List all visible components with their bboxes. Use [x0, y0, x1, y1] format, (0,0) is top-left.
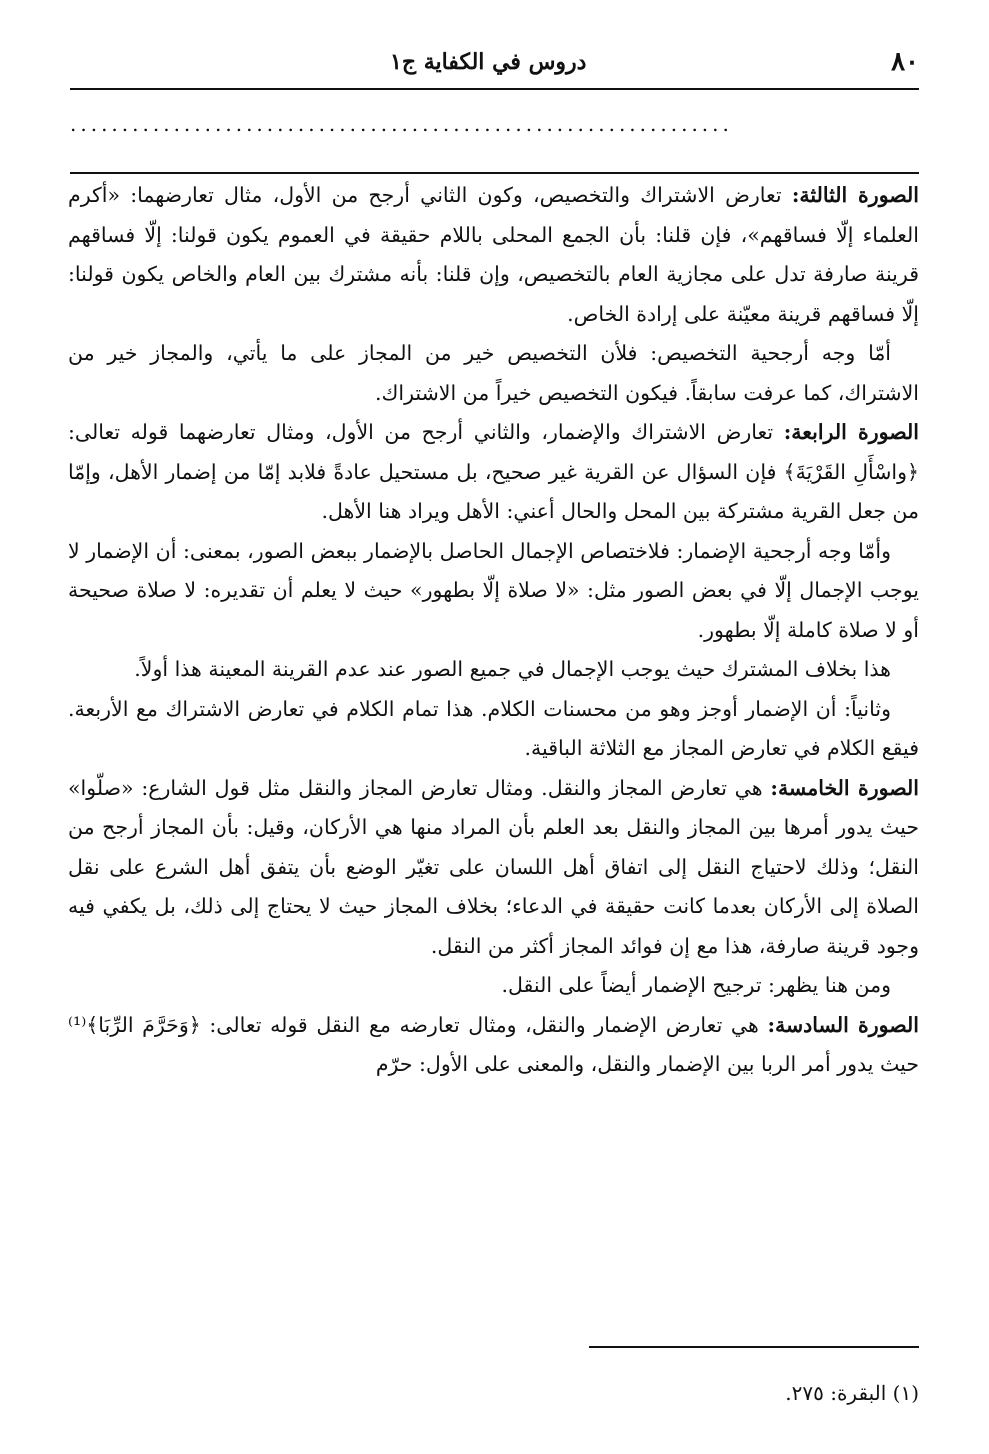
- paragraph-text: وأمّا وجه أرجحية الإضمار: فلاختصاص الإجمال الحاصل بالإضمار ببعض الصور، بمعنى: أن الإضمار لا يوجب الإجمال إلّا في بعض الصور مثل: «لا صلاة إلّا بطهور» حيث لا يعلم أن تقديره: لا صلاة صحيحة أو لا صلاة كاملة إلّا بطهور.: [68, 538, 919, 642]
- paragraph-text: تعارض الاشتراك والتخصيص، وكون الثاني أرجح من الأول، مثال تعارضهما: «أكرم العلماء إلّا فساقهم»، فإن قلنا: بأن الجمع المحلى باللام حقيقة في العموم يكون قولنا: إلّا فساقهم قرينة صارفة تدل على مجازية العام بالتخصيص، وإن قلنا: بأنه مشترك بين العام والخاص يكون قولنا: إلّا فساقهم قرينة معيّنة على إرادة الخاص.: [68, 183, 919, 326]
- footnote-rule: [589, 1346, 919, 1348]
- main-text: [68, 176, 919, 1348]
- header-rule: [70, 88, 919, 90]
- paragraph-text: هي تعارض الإضمار والنقل، ومثال تعارضه مع النقل قوله تعالى: ﴿وَحَرَّمَ الرِّبَا﴾⁽¹⁾ حيث يدور أمر الربا بين الإضمار والنقل، والمعنى على الأول: حرّم: [68, 1012, 919, 1076]
- section-heading: الصورة الخامسة:: [770, 775, 919, 800]
- paragraph-6: [68, 1006, 919, 1085]
- paragraph: [68, 334, 919, 413]
- section-heading: الصورة السادسة:: [767, 1012, 919, 1037]
- section-heading: الصورة الثالثة:: [791, 183, 919, 207]
- paragraph-3: [68, 176, 919, 334]
- paragraph-5: [68, 769, 919, 967]
- paragraph-text: وثانياً: أن الإضمار أوجز وهو من محسنات الكلام. هذا تمام الكلام في تعارض الاشتراك مع الأربعة. فيقع الكلام في تعارض المجاز مع الثلاثة الباقية.: [68, 696, 919, 760]
- paragraph-4: [68, 413, 919, 532]
- paragraph: [68, 650, 919, 690]
- paragraph-text: تعارض الاشتراك والإضمار، والثاني أرجح من الأول، ومثال تعارضهما قوله تعالى: ﴿واسْأَلِ القَرْيَةَ﴾ فإن السؤال عن القرية غير صحيح، بل مستحيل عادةً فلابد إمّا من إضمار الأهل، وإمّا من جعل القرية مشتركة بين المحل والحال أعني: الأهل ويراد هنا الأهل.: [68, 420, 919, 523]
- paragraph: [68, 690, 919, 769]
- paragraph: [68, 532, 919, 651]
- body-top-rule: [70, 172, 919, 174]
- paragraph-text: هي تعارض المجاز والنقل. ومثال تعارض المجاز والنقل مثل قول الشارع: «صلّوا» حيث يدور أمرها بين المجاز والنقل بعد العلم بأن المراد منها هي الأركان، وقيل: بأن المجاز أرجح من النقل؛ وذلك لاحتياج النقل إلى اتفاق أهل اللسان على تغيّر الوضع بأن يتفق أهل الشرع على نقل الصلاة إلى الأركان بعدما كانت حقيقة في الدعاء؛ بخلاف المجاز حيث لا يحتاج إلى ذلك، بل يكفي فيه وجود قرينة صارفة، هذا مع إن فوائد المجاز أكثر من النقل.: [68, 775, 919, 958]
- paragraph-text: هذا بخلاف المشترك حيث يوجب الإجمال في جميع الصور عند عدم القرينة المعينة هذا أولاً.: [134, 657, 891, 681]
- dotted-separator: ................................................................: [70, 112, 733, 136]
- page-number: ٨٠: [891, 47, 919, 77]
- paragraph: [68, 966, 919, 1006]
- section-heading: الصورة الرابعة:: [783, 420, 919, 444]
- paragraph-text: أمّا وجه أرجحية التخصيص: فلأن التخصيص خير من المجاز على ما يأتي، والمجاز خير من الاشتراك، كما عرفت سابقاً. فيكون التخصيص خيراً من الاشتراك.: [68, 341, 919, 405]
- running-header: [70, 42, 919, 82]
- book-title: دروس في الكفاية ج١: [390, 49, 587, 75]
- footnote: (١) البقرة: ٢٧٥.: [785, 1381, 919, 1405]
- paragraph-text: ومن هنا يظهر: ترجيح الإضمار أيضاً على النقل.: [501, 973, 891, 997]
